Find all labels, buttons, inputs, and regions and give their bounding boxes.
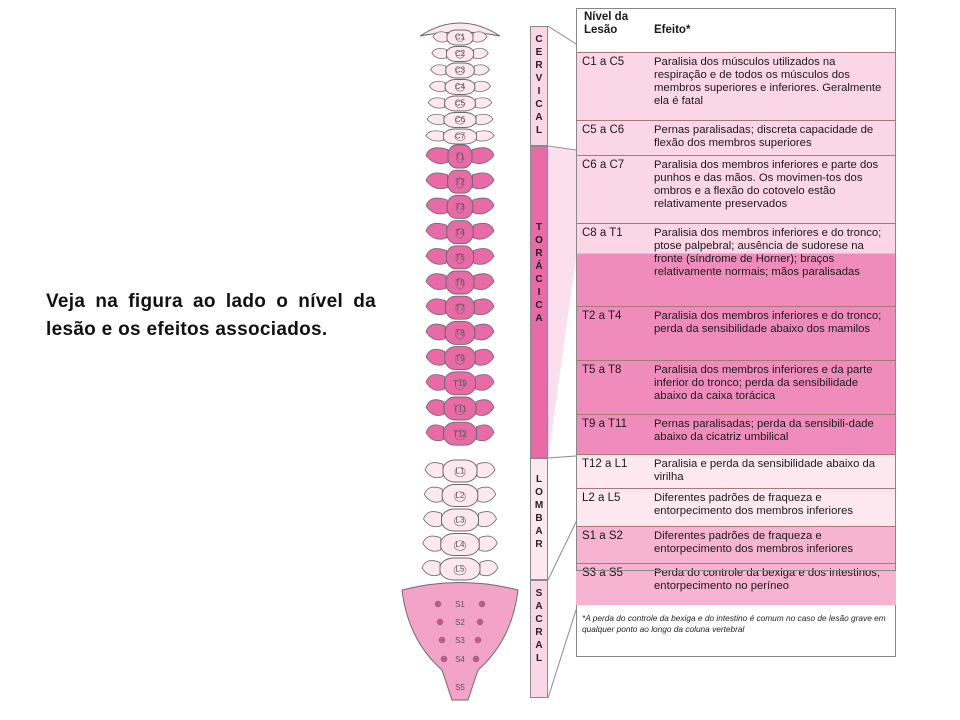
row-effect: Pernas paralisadas; perda da sensibili-dade abaixo da cicatriz umbilical: [654, 418, 874, 443]
vertebra-cervical: [426, 129, 494, 144]
vertebra-thoracic: [426, 145, 494, 168]
row-effect: Diferentes padrões de fraqueza e entorpecimento dos membros inferiores: [654, 492, 854, 517]
vertebra-label: C2: [454, 48, 466, 58]
table-row: [576, 120, 896, 155]
row-level: T2 a T4: [582, 310, 622, 322]
connector-lines: [548, 0, 578, 720]
vertebra-process-left: [426, 299, 446, 315]
vertebra-thoracic: [426, 221, 494, 244]
sacral-foramen: [437, 619, 443, 625]
region-letter: E: [535, 47, 543, 58]
vertebra-cervical: [428, 96, 492, 111]
region-letter: A: [535, 526, 543, 537]
vertebra-process-right: [472, 148, 494, 164]
region-letter: I: [537, 86, 541, 97]
vertebra-label: C1: [454, 32, 466, 42]
connector-line: [548, 610, 576, 698]
vertebra-process-right: [475, 81, 491, 91]
vertebra-process-left: [426, 248, 446, 264]
row-level: C8 a T1: [582, 227, 623, 239]
vertebra-lumbar: [425, 460, 495, 482]
vertebra-label: L2: [455, 491, 465, 501]
region-letter: O: [535, 235, 543, 246]
vertebra-process-left: [423, 536, 441, 551]
region-letter: A: [535, 601, 543, 612]
vertebra-thoracic: [426, 195, 494, 218]
vertebra-thoracic: [426, 372, 494, 395]
vertebra-cervical: [431, 63, 490, 78]
vertebra-process-right: [476, 114, 493, 124]
vertebra-label: T10: [453, 379, 467, 389]
table-footnote: *A perda do controle da bexiga e do intestino é comum no caso de lesão grave em qualquer ponto ao longo da coluna vertebral: [576, 605, 896, 657]
vertebra-thoracic: [426, 271, 494, 294]
vertebra-label-sacral: S3: [455, 636, 465, 645]
vertebra-label: C6: [454, 114, 466, 124]
vertebra-label: T2: [455, 177, 465, 187]
vertebra-label: T7: [455, 303, 465, 313]
vertebra-label: C7: [454, 131, 466, 141]
region-letter: C: [535, 614, 543, 625]
caption-text: Veja na figura ao lado o nível da lesão e os efeitos associados.: [46, 291, 376, 340]
vertebra-label: C5: [454, 98, 466, 108]
vertebra-process-right: [476, 400, 494, 416]
table-row: [576, 52, 896, 120]
vertebra-label: T4: [455, 227, 465, 237]
vertebra-label: T8: [455, 328, 465, 338]
region-letter: A: [535, 313, 543, 324]
vertebra-label: L4: [455, 540, 465, 550]
vertebra-process-right: [473, 223, 494, 239]
vertebra-process-right: [476, 425, 494, 441]
vertebra-process-right: [474, 65, 489, 75]
vertebra-lumbar: [422, 558, 498, 580]
vertebra-process-left: [426, 349, 445, 365]
sacral-foramen: [477, 619, 483, 625]
region-letter: A: [535, 112, 543, 123]
region-letter: S: [535, 588, 543, 599]
vertebra-process-right: [474, 248, 494, 264]
vertebra-cervical: [432, 47, 488, 62]
vertebra-process-right: [479, 512, 497, 527]
lesion-table: [576, 8, 896, 657]
vertebra-process-right: [480, 561, 498, 576]
region-letter: B: [535, 513, 543, 524]
region-letter: Á: [535, 261, 543, 272]
vertebra-label-sacral: S2: [455, 618, 465, 627]
row-level: C6 a C7: [582, 159, 625, 171]
vertebra-cervical: [429, 80, 490, 95]
row-effect: Paralisia dos membros inferiores e do tronco; perda da sensibilidade abaixo dos mamilos: [654, 310, 882, 335]
row-effect: Paralisia dos membros inferiores e parte dos punhos e das mãos. Os movimen-tos dos ombros e a flexão do cotovelo estão relativamente preservados: [654, 159, 879, 210]
region-bar-toracica: [530, 146, 548, 458]
vertebra-process-left: [427, 114, 444, 124]
sacral-foramen: [439, 637, 445, 643]
region-letter: C: [535, 34, 543, 45]
row-effect: Paralisia e perda da sensibilidade abaixo da virilha: [654, 458, 876, 483]
table-row: [576, 155, 896, 223]
vertebra-process-left: [426, 274, 446, 290]
vertebra-label: T9: [455, 353, 465, 363]
table-row: [576, 563, 896, 605]
vertebra-label-sacral: S1: [455, 600, 465, 609]
vertebra-label: L3: [455, 515, 465, 525]
vertebra-process-right: [473, 198, 494, 214]
vertebra-process-left: [426, 425, 444, 441]
table-row: [576, 454, 896, 488]
vertebra-process-left: [424, 487, 442, 502]
region-bar-lombar: [530, 458, 548, 580]
vertebra-process-right: [472, 173, 494, 189]
region-letter: R: [535, 627, 543, 638]
vertebra-label: T1: [455, 152, 465, 162]
connector-line: [548, 26, 576, 44]
header-effect: Efeito*: [654, 24, 691, 36]
table-row: [576, 488, 896, 526]
vertebra-process-left: [426, 148, 448, 164]
vertebra-process-left: [424, 512, 442, 527]
vertebra-process-right: [476, 374, 494, 390]
vertebra-process-left: [426, 198, 447, 214]
vertebra-process-right: [474, 48, 489, 58]
region-letter: C: [535, 99, 543, 110]
vertebra-process-right: [477, 131, 495, 141]
region-letter: O: [535, 487, 543, 498]
vertebra-process-right: [474, 299, 494, 315]
region-letter: R: [535, 539, 543, 550]
row-effect: Paralisia dos membros inferiores e da parte inferior do tronco; perda da sensibilidade abaixo da caixa torácica: [654, 364, 873, 402]
vertebra-thoracic: [426, 246, 494, 269]
vertebra-label: T11: [453, 404, 467, 414]
sacral-foramen: [441, 656, 447, 662]
region-letter: R: [535, 248, 543, 259]
region-letter: R: [535, 60, 543, 71]
spine-illustration: [390, 0, 543, 720]
vertebra-process-left: [426, 324, 445, 340]
vertebra-lumbar: [424, 509, 497, 531]
vertebra-process-left: [429, 81, 445, 91]
vertebra-process-right: [475, 324, 494, 340]
table-header: [576, 8, 896, 52]
vertebra-process-right: [474, 274, 494, 290]
vertebra-process-left: [426, 400, 444, 416]
spine-svg: [390, 0, 543, 720]
vertebra-label-sacral: S4: [455, 655, 465, 664]
row-effect: Diferentes padrões de fraqueza e entorpecimento dos membros inferiores: [654, 530, 854, 555]
region-letter: M: [534, 500, 544, 511]
vertebra-label: L1: [455, 466, 465, 476]
table-row: [576, 223, 896, 306]
vertebra-process-right: [475, 349, 494, 365]
vertebra-label: T5: [455, 253, 465, 263]
table-row: [576, 414, 896, 454]
row-level: T5 a T8: [582, 364, 622, 376]
vertebra-label-sacral: S5: [455, 683, 465, 692]
vertebra-process-left: [426, 173, 448, 189]
vertebra-cervical: [433, 30, 487, 45]
vertebra-label: C4: [454, 81, 466, 91]
table-row: [576, 306, 896, 360]
row-effect: Paralisia dos membros inferiores e do tronco; ptose palpebral; ausência de sudorese na fronte (síndrome de Horner); braços relativamente normais; mãos paralisadas: [654, 227, 882, 278]
vertebra-label: C3: [454, 65, 466, 75]
region-letter: L: [535, 474, 543, 485]
row-level: T12 a L1: [582, 458, 628, 470]
region-letter: I: [537, 287, 541, 298]
vertebra-thoracic: [426, 170, 494, 193]
sacral-foramen: [473, 656, 479, 662]
vertebra-process-right: [479, 536, 497, 551]
region-letter: C: [535, 274, 543, 285]
sacral-foramen: [475, 637, 481, 643]
vertebra-lumbar: [423, 534, 498, 556]
vertebra-process-right: [475, 98, 491, 108]
vertebra-lumbar: [424, 485, 496, 507]
vertebra-thoracic: [426, 422, 494, 445]
row-level: L2 a L5: [582, 492, 621, 504]
vertebra-label: T3: [455, 202, 465, 212]
region-bar-cervical: [530, 26, 548, 146]
vertebra-process-left: [426, 374, 444, 390]
vertebra-process-right: [478, 487, 496, 502]
table-row: [576, 526, 896, 563]
region-letter: A: [535, 640, 543, 651]
row-level: T9 a T11: [582, 418, 627, 430]
vertebra-process-left: [426, 223, 447, 239]
vertebra-process-left: [428, 98, 444, 108]
table-row: [576, 360, 896, 414]
vertebra-thoracic: [426, 296, 494, 319]
region-letter: L: [535, 125, 543, 136]
region-letter: V: [535, 73, 543, 84]
vertebra-label: T12: [453, 429, 467, 439]
connector-band: [548, 146, 576, 458]
vertebra-cervical: [427, 113, 493, 128]
region-letter: T: [535, 222, 543, 233]
vertebra-process-left: [431, 65, 446, 75]
row-level: S3 a S5: [582, 567, 623, 579]
row-level: C1 a C5: [582, 56, 625, 68]
vertebra-process-left: [422, 561, 440, 576]
vertebra-process-left: [426, 131, 444, 141]
vertebra-process-left: [425, 463, 443, 478]
vertebra-label: T6: [455, 278, 465, 288]
vertebra-process-right: [477, 463, 495, 478]
row-level: C5 a C6: [582, 124, 625, 136]
vertebra-process-left: [432, 48, 447, 58]
row-effect: Paralisia dos músculos utilizados na respiração e de todos os músculos dos membros superiores e inferiores. Geralmente ela é fatal: [654, 56, 882, 107]
header-level: Nível da Lesão: [584, 11, 629, 36]
region-bar-sacral: [530, 580, 548, 698]
connector-line: [548, 456, 576, 458]
region-letter: C: [535, 300, 543, 311]
sacral-foramen: [435, 601, 441, 607]
row-level: S1 a S2: [582, 530, 623, 542]
row-effect: Perda do controle da bexiga e dos intestinos; entorpecimento no períneo: [654, 567, 881, 592]
region-letter: L: [535, 653, 543, 664]
vertebra-label: L5: [455, 564, 465, 574]
vertebra-thoracic: [426, 397, 494, 420]
row-effect: Pernas paralisadas; discreta capacidade de flexão dos membros superiores: [654, 124, 874, 149]
connector-line: [548, 522, 576, 580]
sacral-foramen: [479, 601, 485, 607]
vertebra-thoracic: [426, 347, 494, 370]
vertebra-thoracic: [426, 321, 494, 344]
